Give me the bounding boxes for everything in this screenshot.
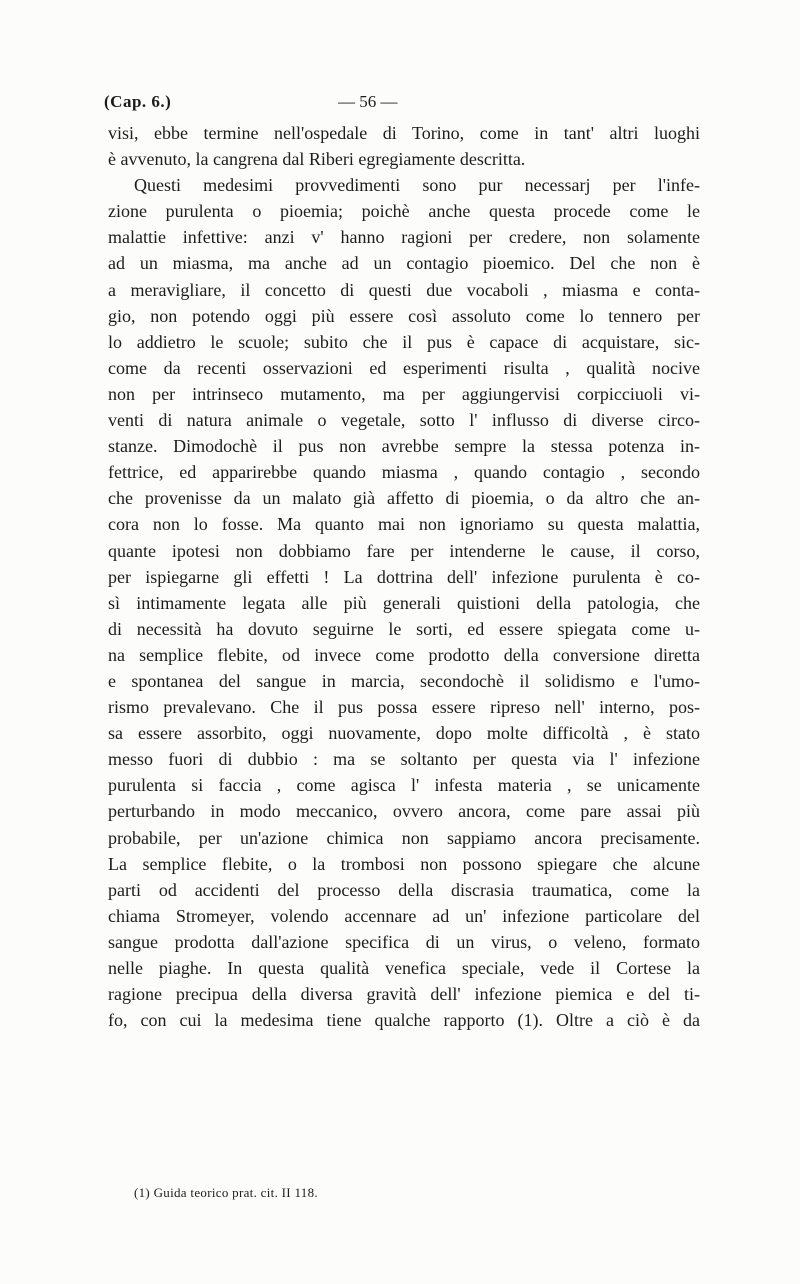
text-line: sì intimamente legata alle più generali quistioni della patologia, che xyxy=(108,592,700,613)
text-line: sangue prodotta dall'azione specifica di un virus, o veleno, formato xyxy=(108,931,700,952)
text-line: cora non lo fosse. Ma quanto mai non ignoriamo su questa malattia, xyxy=(108,514,700,535)
text-line: come da recenti osservazioni ed esperimenti risulta , qualità nocive xyxy=(108,357,700,378)
text-line: messo fuori di dubbio : ma se soltanto per questa via l' infezione xyxy=(108,749,700,770)
text-line: venti di natura animale o vegetale, sotto l' influsso di diverse circo- xyxy=(108,410,700,431)
text-line: zione purulenta o pioemia; poichè anche questa procede come le xyxy=(108,201,700,222)
text-line: parti od accidenti del processo della discrasia traumatica, come la xyxy=(108,879,700,900)
text-line: ad un miasma, ma anche ad un contagio pioemico. Del che non è xyxy=(108,253,700,274)
text-line: per ispiegarne gli effetti ! La dottrina dell' infezione purulenta è co- xyxy=(108,566,700,587)
text-line: probabile, per un'azione chimica non sappiamo ancora precisamente. xyxy=(108,827,700,848)
running-head xyxy=(104,92,704,120)
text-line: è avvenuto, la cangrena dal Riberi egregiamente descritta. xyxy=(108,149,526,170)
text-line: non per intrinseco mutamento, ma per aggiungervisi corpicciuoli vi- xyxy=(108,383,700,404)
text-line: stanze. Dimodochè il pus non avrebbe sempre la stessa potenza in- xyxy=(108,436,700,457)
text-line: lo addietro le scuole; subito che il pus è capace di acquistare, sic- xyxy=(108,331,700,352)
body-text xyxy=(108,120,700,1033)
text-line: purulenta si faccia , come agisca l' infesta materia , se unicamente xyxy=(108,775,700,796)
text-line: visi, ebbe termine nell'ospedale di Torino, come in tant' altri luoghi xyxy=(108,123,700,143)
chapter-label: (Cap. 6.) xyxy=(104,92,172,111)
text-line: fo, con cui la medesima tiene qualche rapporto (1). Oltre a ciò è da xyxy=(108,1010,700,1031)
text-line: Questi medesimi provvedimenti sono pur necessarj per l'infe- xyxy=(134,175,700,196)
text-line: a meravigliare, il concetto di questi due vocaboli , miasma e conta- xyxy=(108,279,700,300)
text-line: e spontanea del sangue in marcia, secondochè il solidismo e l'umo- xyxy=(108,670,700,691)
text-line: chiama Stromeyer, volendo accennare ad un' infezione particolare del xyxy=(108,905,700,926)
text-line: quante ipotesi non dobbiamo fare per intenderne le cause, il corso, xyxy=(108,540,700,561)
text-line: perturbando in modo meccanico, ovvero ancora, come pare assai più xyxy=(108,801,700,822)
text-line: rismo prevalevano. Che il pus possa essere ripreso nell' interno, pos- xyxy=(108,697,700,718)
text-line: ragione precipua della diversa gravità dell' infezione piemica e del ti- xyxy=(108,984,700,1005)
text-line: na semplice flebite, od invece come prodotto della conversione diretta xyxy=(108,644,700,665)
text-line: fettrice, ed apparirebbe quando miasma , quando contagio , secondo xyxy=(108,462,700,483)
text-line: sa essere assorbito, oggi nuovamente, dopo molte difficoltà , è stato xyxy=(108,723,700,744)
text-line: gio, non potendo oggi più essere così assoluto come lo tennero per xyxy=(108,305,700,326)
text-line: La semplice flebite, o la trombosi non possono spiegare che alcune xyxy=(108,853,700,874)
footnote: (1) Guida teorico prat. cit. II 118. xyxy=(134,1185,318,1200)
text-line: di necessità ha dovuto seguirne le sorti, ed essere spiegata come u- xyxy=(108,618,700,639)
text-line: malattie infettive: anzi v' hanno ragioni per credere, non solamente xyxy=(108,227,700,248)
text-line: che provenisse da un malato già affetto di pioemia, o da altro che an- xyxy=(108,488,700,509)
page-number: — 56 — xyxy=(338,92,398,111)
text-line: nelle piaghe. In questa qualità venefica speciale, vede il Cortese la xyxy=(108,958,700,978)
